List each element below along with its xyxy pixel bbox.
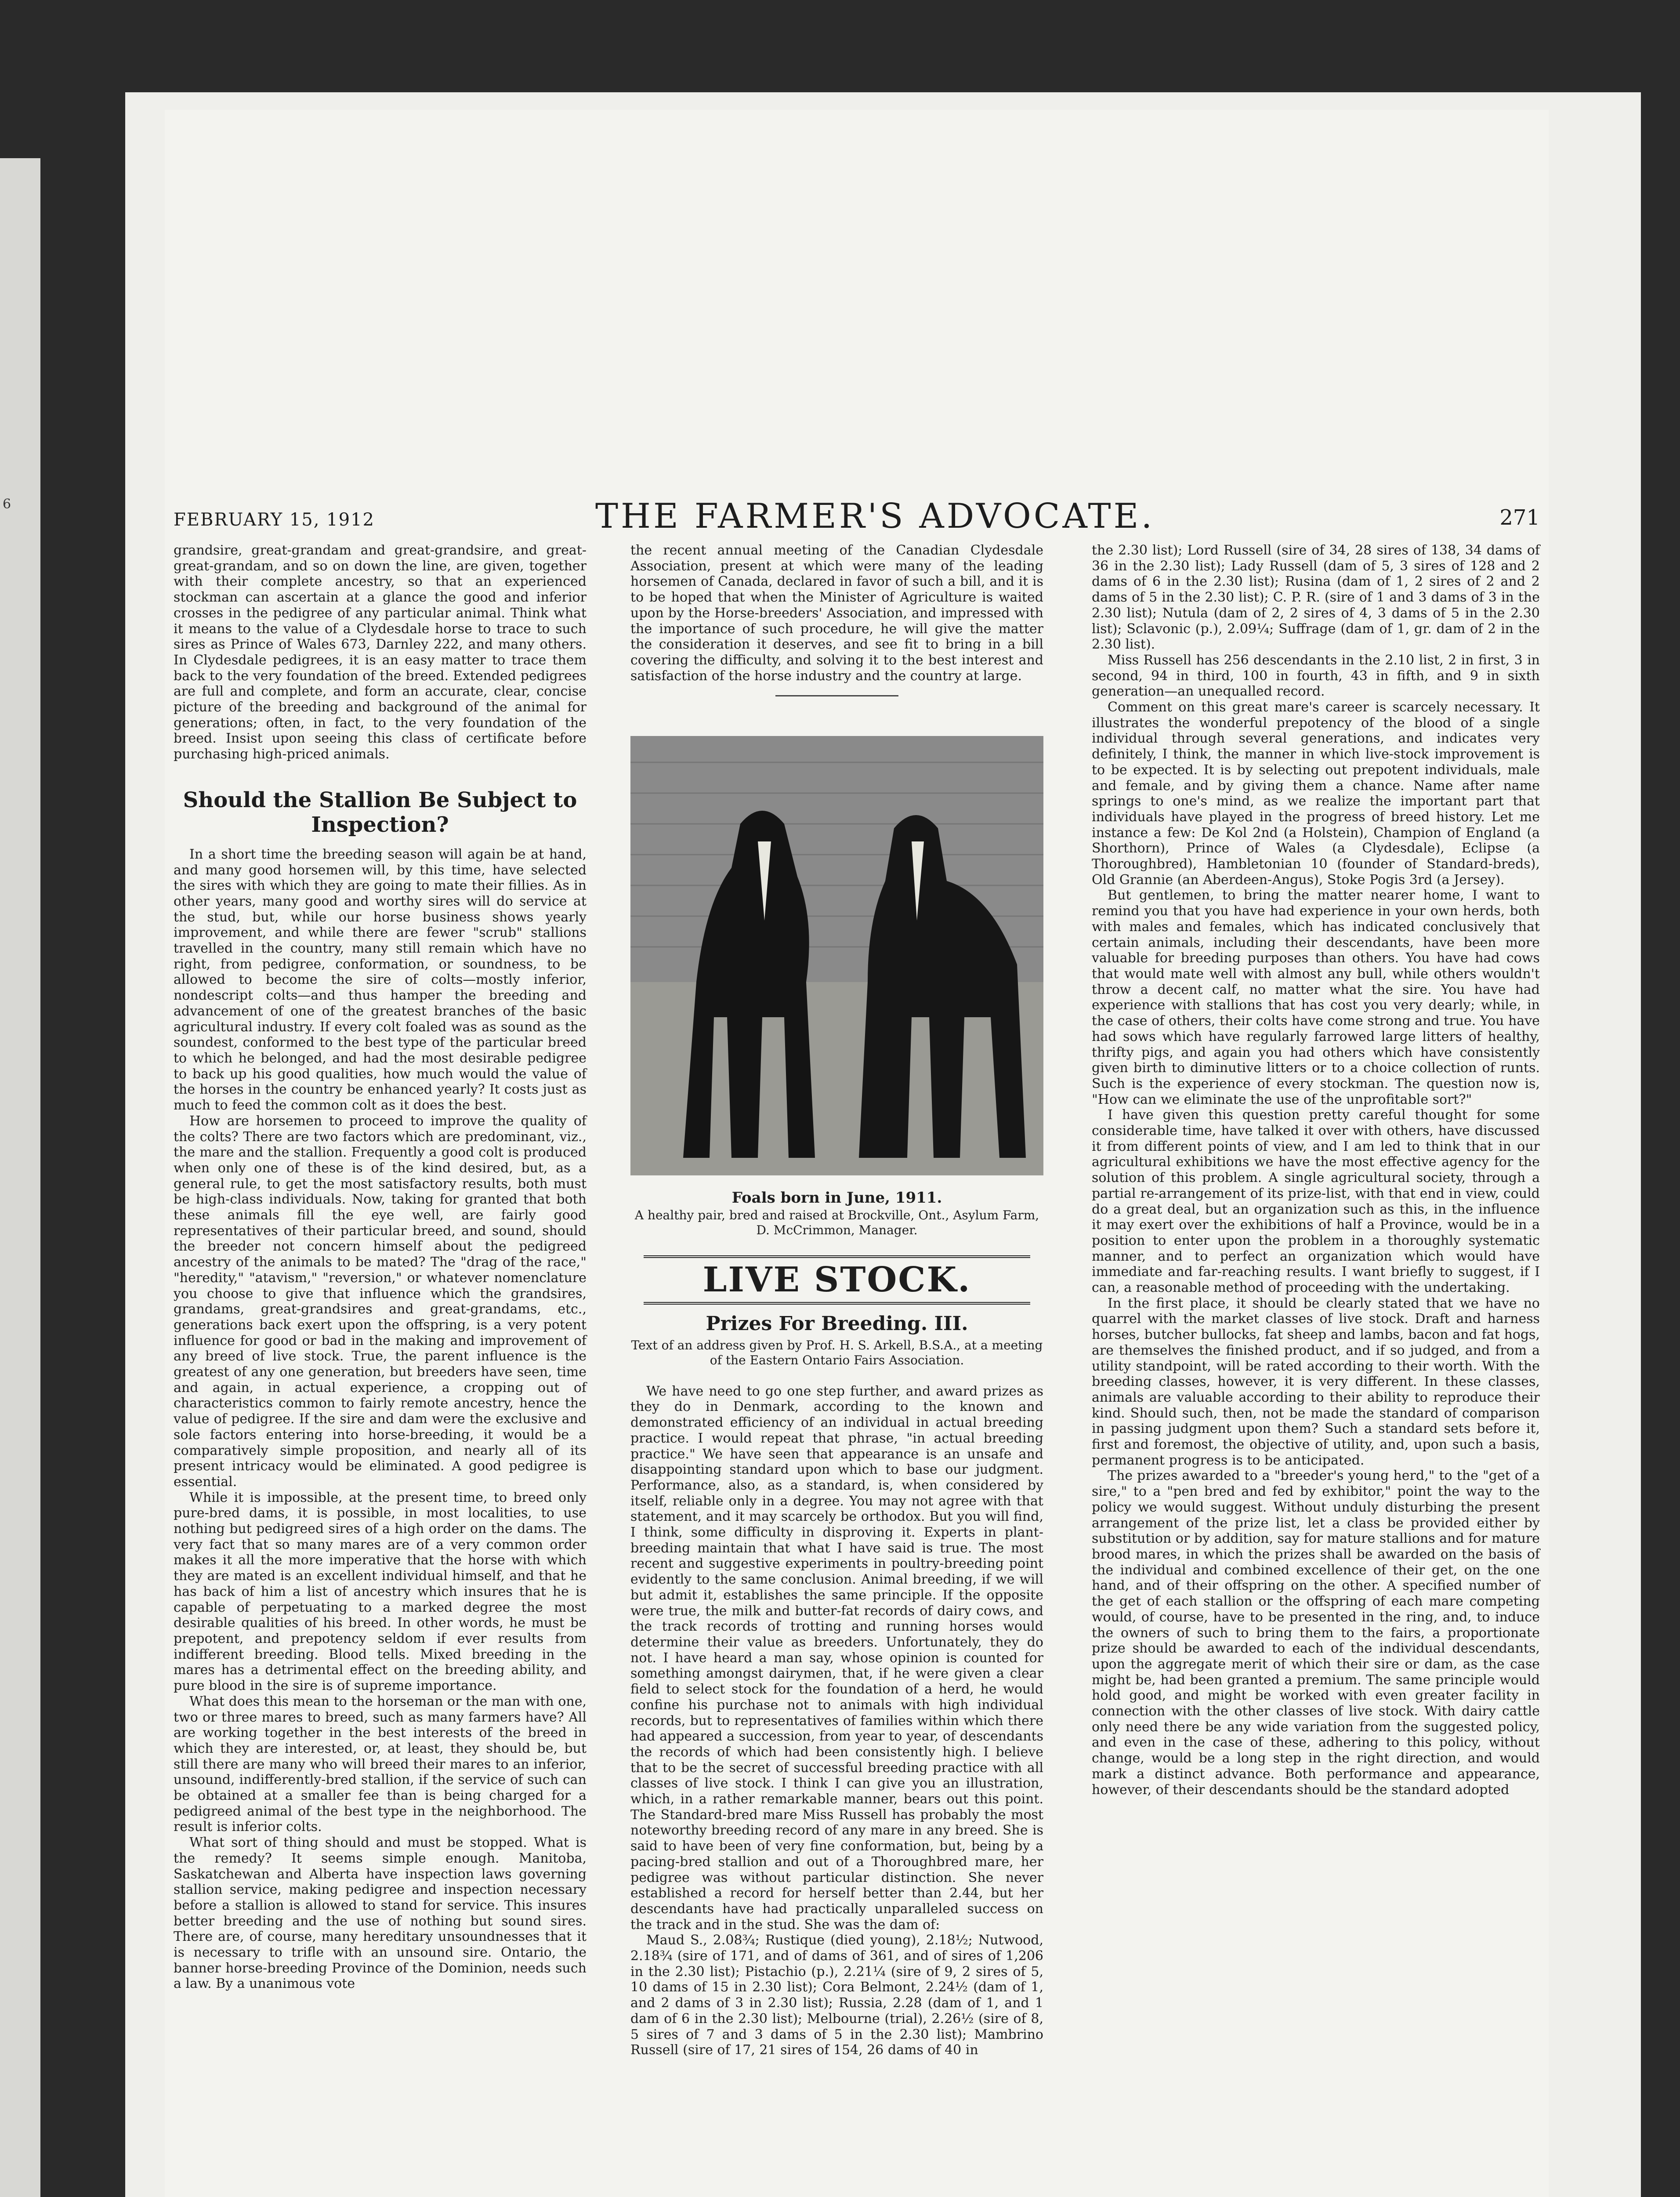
- newspaper-page: [125, 92, 1641, 2197]
- column-1: [174, 543, 587, 1992]
- prizes-article-byline: Text of an address given by Prof. H. S. Arkell, B.S.A., at a meeting of the Eastern Ontario Fairs Association.: [631, 1338, 1043, 1367]
- page-content: [165, 110, 1549, 2197]
- adjacent-page-number: 6: [3, 497, 11, 512]
- issue-date: FEBRUARY 15, 1912: [174, 510, 375, 530]
- col1-intro: grandsire, great-grandam and great-grandsire, and great-great-grandam, and so on down the line, are given, together with their complete ancestry, so that an experienced stockman can ascertain at a glance the good and inferior crosses in the pedigree of any particular animal. Think what it means to the value of a Clydesdale horse to trace to such sires as Prince of Wales 673, Darnley 222, and many others. In Clydesdale pedigrees, it is an easy matter to trace them back to the very foundation of the breed. Extended pedigrees are full and complete, and form an accurate, clear, concise picture of the breeding and background of the animal for generations; often, in fact, to the very foundation of the breed. Insist upon seeing this class of certificate before purchasing high-priced animals.: [174, 543, 587, 762]
- col3-paragraph: I have given this question pretty careful thought for some considerable time, have talked it over with others, have discussed it from different points of view, and I am led to think that in our agricultural exhibitions we have the most effective agency for the solution of this problem. A single agricultural society, through a partial re-arrangement of its prize-list, with that end in view, could do a great deal, but an organization such as this, in the influence it may exert over the exhibitions of half a Province, would be in a position to enter upon the problem in a thoroughly systematic manner, and to perfect an organization which would have immediate and far-reaching results. I want briefly to suggest, if I can, a reasonable method of proceeding with the undertaking.: [1092, 1107, 1540, 1296]
- photo-credit: A healthy pair, bred and raised at Brockville, Ont., Asylum Farm, D. McCrimmon, Manager.: [634, 1208, 1039, 1238]
- masthead: THE FARMER'S ADVOCATE.: [595, 497, 1155, 536]
- col1-paragraph: While it is impossible, at the present time, to breed only pure-bred dams, it is possible, in most localities, to use nothing but pedigreed sires of a high order on the dams. The very fact that so many mares are of a very common order makes it all the more imperative that the horse with which they are mated is an excellent individual himself, and that he has back of him a list of ancestry which insures that he is capable of perpetuating to a marked degree the most desirable qualities of his breed. In other words, he must be prepotent, and prepotency seldom if ever results from indifferent breeding. Blood tells. Mixed breeding in the mares has a detrimental effect on the breeding ability, and pure blood in the sire is of supreme importance.: [174, 1490, 587, 1694]
- col3-paragraph: But gentlemen, to bring the matter nearer home, I want to remind you that you have had experience in your own herds, both with males and females, which has indicated conclusively that certain animals, including their descendants, have been more valuable for breeding purposes than others. You have had cows that would mate well with almost any bull, while others wouldn't throw a decent calf, no matter what the sire. You have had experience with stallions that has cost you very dearly; while, in the case of others, their colts have come strong and true. You have had sows which have regularly farrowed large litters of healthy, thrifty pigs, and again you had others which have consistently given birth to diminutive litters or to a choice collection of runts. Such is the experience of every stockman. The question now is, "How can we eliminate the use of the unprofitable sort?": [1092, 888, 1540, 1107]
- prizes-article-title: Prizes For Breeding. III.: [706, 1312, 968, 1335]
- col1-paragraph: What does this mean to the horseman or the man with one, two or three mares to breed, such as many farmers have? All are working together in the best interests of the breed in which they are interested, or, at least, they should be, but still there are many who will breed their mares to an inferior, unsound, indifferently-bred stallion, if the service of such can be obtained at a smaller fee than is being charged for a pedigreed animal of the best type in the neighborhood. The result is inferior colts.: [174, 1693, 587, 1835]
- photo-caption: Foals born in June, 1911.: [731, 1189, 942, 1207]
- col3-paragraph: In the first place, it should be clearly stated that we have no quarrel with the market classes of live stock. Draft and harness horses, butcher bullocks, fat sheep and lambs, bacon and fat hogs, are themselves the finished product, and if so judged, and from a utility standpoint, will be rated according to their worth. With the breeding classes, however, it is very different. In these classes, animals are valuable according to their ability to reproduce their kind. Should such, then, not be made the standard of comparison in passing judgment upon them? Such a standard sets before it, first and foremost, the objective of utility, and, upon such a basis, permanent progress is to be anticipated.: [1092, 1295, 1540, 1468]
- col2-paragraph: Maud S., 2.08¾; Rustique (died young), 2.18½; Nutwood, 2.18¾ (sire of 171, and of dams of 361, and of sires of 1,206 in the 2.30 list); Pistachio (p.), 2.21¼ (sire of 9, 2 sires of 5, 10 dams of 15 in 2.30 list); Cora Belmont, 2.24½ (dam of 1, and 2 dams of 3 in 2.30 list); Russia, 2.28 (dam of 1, and 1 dam of 6 in the 2.30 list); Melbourne (trial), 2.26½ (sire of 8, 5 sires of 7 and 3 dams of 5 in the 2.30 list); Mambrino Russell (sire of 17, 21 sires of 154, 26 dams of 40 in: [630, 1932, 1043, 2058]
- page-number: 271: [1499, 505, 1540, 530]
- adjacent-page-strip: [0, 158, 40, 2197]
- column-3: [1092, 543, 1540, 1798]
- section-divider: [775, 695, 898, 696]
- column-2: [630, 543, 1043, 2058]
- col3-paragraph: Comment on this great mare's career is scarcely necessary. It illustrates the wonderful prepotency of the blood of a single individual through several generations, and indicates very definitely, I think, the manner in which live-stock improvement is to be expected. It is by selecting out prepotent individuals, male and female, and by giving them a chance. Name after name springs to one's mind, as we realize the important part that individuals have played in the progress of breed history. Let me instance a few: De Kol 2nd (a Holstein), Champion of England (a Shorthorn), Prince of Wales (a Clydesdale), Eclipse (a Thoroughbred), Hambletonian 10 (founder of Standard-breds), Old Grannie (an Aberdeen-Angus), Stoke Pogis 3rd (a Jersey).: [1092, 700, 1540, 888]
- col2-paragraph: We have need to go one step further, and award prizes as they do in Denmark, according to the known and demonstrated efficiency of an individual in actual breeding practice. I would repeat that phrase, "in actual breeding practice." We have seen that appearance is an unsafe and disappointing standard upon which to base our judgment. Performance, also, as a standard, is, when considered by itself, reliable only in a degree. You may not agree with that statement, and it may scarcely be orthodox. But you will find, I think, some difficulty in disproving it. Experts in plant-breeding maintain that what I have said is true. The most recent and suggestive experiments in poultry-breeding point evidently to the same conclusion. Animal breeding, if we will but admit it, establishes the same principle. If the opposite were true, the milk and butter-fat records of dairy cows, and the track records of trotting and running horses would determine their value as breeders. Unfortunately, they do not. I have heard a man say, whose opinion is counted for something amongst dairymen, that, if he were given a clear field to select stock for the foundation of a herd, he would confine his purchase not to animals with high individual records, but to representatives of families within which there had appeared a succession, from year to year, of descendants the records of which had been consistently high. I believe that to be the secret of successful breeding practice with all classes of live stock. I think I can give you an illustration, which, in a rather remarkable manner, bears out this point. The Standard-bred mare Miss Russell has probably the most noteworthy breeding record of any mare in any breed. She is said to have been of very fine conformation, but, being by a pacing-bred stallion and out of a Thoroughbred mare, her pedigree was without particular distinction. She never established a record for herself better than 2.44, but her descendants have had practically unparalleled success on the track and in the stud. She was the dam of:: [630, 1383, 1043, 1932]
- stallion-article-headline: Should the Stallion Be Subject to Inspection?: [183, 787, 577, 837]
- col3-paragraph: The prizes awarded to a "breeder's young herd," to the "get of a sire," to a "pen bred and fed by exhibitor," point the way to the policy we would suggest. Without unduly disturbing the present arrangement of the prize list, let a class be provided either by substitution or by addition, say for mature stallions and for mature brood mares, in which the prizes shall be awarded on the basis of the individual and combined excellence of their get, on the one hand, and of their offspring on the other. A specified number of the get of each stallion or the offspring of each mare competing would, of course, have to be presented in the ring, and, to induce the owners of such to bring them to the fairs, a proportionate prize should be awarded to each of the individual descendants, upon the aggregate merit of which their sire or dam, as the case might be, had been granted a premium. The same principle would hold good, and might be worked with even greater facility in connection with the other classes of live stock. With dairy cattle only need there be any wide variation from the suggested policy, and even in the case of these, adhering to this policy, without change, would be a long step in the right direction, and would mark a distinct advance. Both performance and appearance, however, of their descendants should be the standard adopted: [1092, 1468, 1540, 1798]
- col1-paragraph: How are horsemen to proceed to improve the quality of the colts? There are two factors which are predominant, viz., the mare and the stallion. Frequently a good colt is produced when only one of these is of the kind desired, but, as a general rule, to get the most satisfactory results, both must be high-class individuals. Now, taking for granted that both these animals fill the eye well, are fairly good representatives of their particular breed, and sound, should the breeder not concern himself about the pedigreed ancestry of the animals to be mated? The "drag of the race," "heredity," "atavism," "reversion," or whatever nomenclature you choose to give that influence which the grandsires, grandams, great-grandsires and great-grandams, etc., generations back exert upon the offspring, is a very potent influence for good or bad in the making and improvement of any breed of live stock. True, the parent influence is the greatest of any one generation, but breeders have seen, time and again, in actual experience, a cropping out of characteristics common to fairly remote ancestry, hence the value of pedigree. If the sire and dam were the exclusive and sole factors entering into horse-breeding, it would be a comparatively simple proposition, and nearly all of its present intricacy would be eliminated. A good pedigree is essential.: [174, 1113, 587, 1490]
- col2-intro: the recent annual meeting of the Canadian Clydesdale Association, present at which were many of the leading horsemen of Canada, declared in favor of such a bill, and it is to be hoped that when the Minister of Agriculture is waited upon by the Horse-breeders' Association, and impressed with the importance of such procedure, he will give the matter the consideration it deserves, and see fit to bring in a bill covering the difficulty, and solving it to the best interest and satisfaction of the horse industry and the country at large.: [630, 543, 1043, 684]
- col3-paragraph: Miss Russell has 256 descendants in the 2.10 list, 2 in first, 3 in second, 94 in third, 100 in fourth, 43 in fifth, and 9 in sixth generation—an unequalled record.: [1092, 652, 1540, 700]
- col1-paragraph: In a short time the breeding season will again be at hand, and many good horsemen will, by this time, have selected the sires with which they are going to mate their fillies. As in other years, many good and worthy sires will do service at the stud, but, while our horse business shows yearly improvement, and while there are fewer "scrub" stallions travelled in the country, many still remain which have no right, from pedigree, conformation, or soundness, to be allowed to become the sire of colts—mostly inferior, nondescript colts—and thus hamper the breeding and advancement of one of the greatest branches of the basic agricultural industry. If every colt foaled was as sound as the soundest, conformed to the best type of the particular breed to which he belonged, and had the most desirable pedigree to back up his good qualities, how much would the value of the horses in the country be enhanced yearly? It costs just as much to feed the common colt as it does the best.: [174, 846, 587, 1113]
- col3-paragraph: the 2.30 list); Lord Russell (sire of 34, 28 sires of 138, 34 dams of 36 in the 2.30 list); Lady Russell (dam of 5, 3 sires of 128 and 2 dams of 6 in the 2.30 list); Rusina (dam of 1, 2 sires of 2 and 2 dams of 5 in the 2.30 list); C. P. R. (sire of 1 and 3 dams of 3 in the 2.30 list); Nutula (dam of 2, 2 sires of 4, 3 dams of 5 in the 2.30 list); Sclavonic (p.), 2.09¼; Suffrage (dam of 1, gr. dam of 2 in the 2.30 list).: [1092, 543, 1540, 653]
- live-stock-banner: LIVE STOCK.: [644, 1255, 1030, 1305]
- col1-paragraph: What sort of thing should and must be stopped. What is the remedy? It seems simple enough. Manitoba, Saskatchewan and Alberta have inspection laws governing stallion service, making pedigree and inspection necessary before a stallion is allowed to stand for service. This insures better breeding and the use of nothing but sound sires. There are, of course, many hereditary unsoundnesses that it is necessary to trifle with an unsound sire. Ontario, the banner horse-breeding Province of the Dominion, needs such a law. By a unanimous vote: [174, 1835, 587, 1992]
- foals-photo-image: [630, 736, 1043, 1175]
- page-header: [165, 497, 1549, 536]
- foals-photo: [630, 736, 1043, 1175]
